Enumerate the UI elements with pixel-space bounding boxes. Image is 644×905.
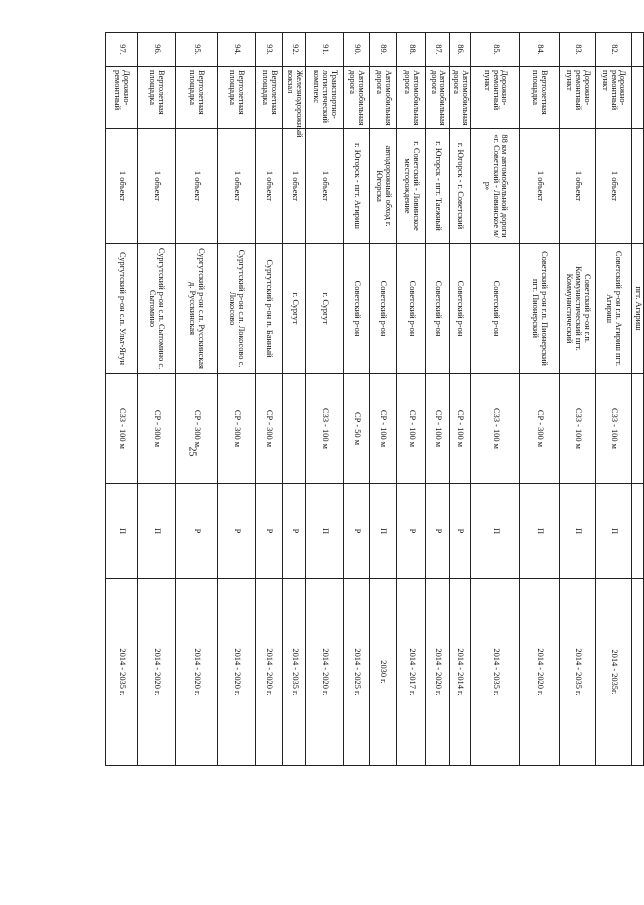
- row-number: 82.: [595, 33, 631, 67]
- implementation-period: 2014 - 2035 г.: [559, 579, 595, 766]
- facility-type: Автомобильная дорога: [449, 67, 471, 129]
- facility-description: г. Югорск - г. Советский: [449, 129, 471, 244]
- facility-description: г. Советский - Ловинское месторождение: [396, 129, 426, 244]
- implementation-period: 2014 - 2014 г.: [449, 579, 471, 766]
- row-number: 89.: [369, 33, 396, 67]
- table-row: [137, 33, 175, 766]
- status: П: [106, 484, 138, 579]
- table-row: [595, 33, 631, 766]
- implementation-period: 2014 - 2020 г.: [519, 579, 559, 766]
- status: Р: [396, 484, 426, 579]
- implementation-period: 2014 - 2020 г.: [255, 579, 282, 766]
- facility-type: Автомобильная дорога: [369, 67, 396, 129]
- facility-type: Автомобильная дорога: [344, 67, 369, 129]
- facility-description: 1 объект: [283, 129, 306, 244]
- row-number: 91.: [306, 33, 344, 67]
- protection-zone: СР - 100 м: [369, 374, 396, 484]
- facility-type: Транспортно-логистический комплекс: [306, 67, 344, 129]
- status: П: [471, 484, 519, 579]
- status: П: [137, 484, 175, 579]
- status: П: [519, 484, 559, 579]
- facility-description: 1 объект: [137, 129, 175, 244]
- table-row: [306, 33, 344, 766]
- protection-zone: СР - 300 м: [217, 374, 255, 484]
- status: Р: [449, 484, 471, 579]
- table-row: [255, 33, 282, 766]
- facility-type: Вертолетная площадка: [175, 67, 217, 129]
- implementation-period: 2014 - 2035 г.: [106, 579, 138, 766]
- facility-location: Советский р-он г.п. Агириш пгт. Агириш: [595, 244, 631, 374]
- implementation-period: 2014 - 2017 г.: [396, 579, 426, 766]
- table-row: [369, 33, 396, 766]
- facility-description: 1 объект: [306, 129, 344, 244]
- table-row: [426, 33, 449, 766]
- facility-location: Сургутский р-он с.п. Ульт-Ягун: [106, 244, 138, 374]
- status: Р: [217, 484, 255, 579]
- facility-location: Советский р-он: [471, 244, 519, 374]
- facility-location: Советский р-он: [344, 244, 369, 374]
- facility-location: г. Сургут: [306, 244, 344, 374]
- implementation-period: 2014 - 2020 г.: [137, 579, 175, 766]
- facility-location: Советский р-он: [396, 244, 426, 374]
- facility-location: Советский р-он: [369, 244, 396, 374]
- implementation-period: 2014 - 2035 г.: [283, 579, 306, 766]
- facility-type: Автомобильная дорога: [396, 67, 426, 129]
- protection-zone: СР - 300 м: [137, 374, 175, 484]
- facility-type: Железнодорожный вокзал: [283, 67, 306, 129]
- status: Р: [175, 484, 217, 579]
- row-number: 92.: [283, 33, 306, 67]
- table-row: [519, 33, 559, 766]
- implementation-period: 2014 - 2020 г.: [306, 579, 344, 766]
- status: Р: [426, 484, 449, 579]
- facility-description: 1 объект: [255, 129, 282, 244]
- protection-zone: СР - 100 м: [449, 374, 471, 484]
- protection-zone: СЗЗ - 100 м: [106, 374, 138, 484]
- protection-zone: СЗЗ - 100 м: [559, 374, 595, 484]
- facility-type: Автомобильная дорога: [426, 67, 449, 129]
- implementation-period: 2014 - 2035г.: [595, 579, 631, 766]
- facility-location: г. Сургут: [283, 244, 306, 374]
- status: Р: [344, 484, 369, 579]
- facility-description: автодорожный обход г. Югорска: [369, 129, 396, 244]
- facility-description: 1 объект: [595, 129, 631, 244]
- facility-type: Вертолетная площадка: [217, 67, 255, 129]
- table-row: [559, 33, 595, 766]
- facility-description: 1 объект: [175, 129, 217, 244]
- row-number: 86.: [449, 33, 471, 67]
- protection-zone: [283, 374, 306, 484]
- implementation-period: 2014 - 2025 г.: [344, 579, 369, 766]
- continuation-row: [631, 33, 643, 766]
- facility-location: Советский р-он г.п. Коммунистический пгт. Коммунистический: [559, 244, 595, 374]
- facility-location: Сургутский р-он с.п. Русскинская д. Русскинская: [175, 244, 217, 374]
- row-number: 97.: [106, 33, 138, 67]
- protection-zone: СЗЗ - 100 м: [595, 374, 631, 484]
- facility-type: Дорожно-ремонтный пункт: [595, 67, 631, 129]
- table-row: [396, 33, 426, 766]
- protection-zone: СР - 100 м: [396, 374, 426, 484]
- row-number: 87.: [426, 33, 449, 67]
- facility-type: Дорожно-ремонтный пункт: [559, 67, 595, 129]
- row-number: 93.: [255, 33, 282, 67]
- status: П: [559, 484, 595, 579]
- facilities-table: [105, 32, 644, 766]
- row-number: 85.: [471, 33, 519, 67]
- table-row: [175, 33, 217, 766]
- facility-description: 1 объект: [217, 129, 255, 244]
- facility-description: г. Югорск - пгт. Агириш: [344, 129, 369, 244]
- facility-description: 1 объект: [559, 129, 595, 244]
- protection-zone: СР - 50 м: [344, 374, 369, 484]
- facility-location: Сургутский р-он с.п. Локосово с. Локосово: [217, 244, 255, 374]
- facility-description: г. Югорск - пгт. Таежный: [426, 129, 449, 244]
- row-number: 95.: [175, 33, 217, 67]
- continuation-text: пгт. Агириш: [631, 244, 643, 374]
- protection-zone: СР - 300 м: [175, 374, 217, 484]
- facility-type: Вертолетная площадка: [255, 67, 282, 129]
- table-row: [106, 33, 138, 766]
- facility-location: Советский р-он г.п. Пионерский пгт. Пионерский: [519, 244, 559, 374]
- status: П: [595, 484, 631, 579]
- facility-location: Сургутский р-он п. Банный: [255, 244, 282, 374]
- protection-zone: СЗЗ - 100 м: [306, 374, 344, 484]
- facility-location: Советский р-он: [449, 244, 471, 374]
- table-row: [449, 33, 471, 766]
- facility-location: Советский р-он: [426, 244, 449, 374]
- facility-location: Сургутский р-он с.п. Сытомино с. Сытомино: [137, 244, 175, 374]
- status: П: [369, 484, 396, 579]
- row-number: 94.: [217, 33, 255, 67]
- implementation-period: 2014 - 2020 г.: [175, 579, 217, 766]
- row-number: 88.: [396, 33, 426, 67]
- status: Р: [255, 484, 282, 579]
- row-number: 90.: [344, 33, 369, 67]
- row-number: 83.: [559, 33, 595, 67]
- facility-description: 1 объект: [106, 129, 138, 244]
- facility-type: Вертолетная площадка: [137, 67, 175, 129]
- page-number: 25: [186, 446, 198, 457]
- rotated-table-container: [105, 32, 644, 765]
- table-row: [283, 33, 306, 766]
- implementation-period: 2014 - 2035 г.: [471, 579, 519, 766]
- table-row: [217, 33, 255, 766]
- protection-zone: СР - 300 м: [255, 374, 282, 484]
- protection-zone: СР - 100 м: [426, 374, 449, 484]
- row-number: 96.: [137, 33, 175, 67]
- facility-type: Дорожно-ремонтный пункт: [471, 67, 519, 129]
- implementation-period: 2014 - 2020 г.: [426, 579, 449, 766]
- table-row: [471, 33, 519, 766]
- status: П: [306, 484, 344, 579]
- facility-type: Вертолетная площадка: [519, 67, 559, 129]
- facility-type: Дорожно-ремонтный: [106, 67, 138, 129]
- status: Р: [283, 484, 306, 579]
- facility-description: 88 км автомобильной дороги «г. Советский - Ловинское м/р»: [471, 129, 519, 244]
- table-row: [344, 33, 369, 766]
- implementation-period: 2014 - 2020 г.: [217, 579, 255, 766]
- facility-description: 1 объект: [519, 129, 559, 244]
- implementation-period: 2030 г.: [369, 579, 396, 766]
- protection-zone: СР - 300 м: [519, 374, 559, 484]
- protection-zone: СЗЗ - 100 м: [471, 374, 519, 484]
- row-number: 84.: [519, 33, 559, 67]
